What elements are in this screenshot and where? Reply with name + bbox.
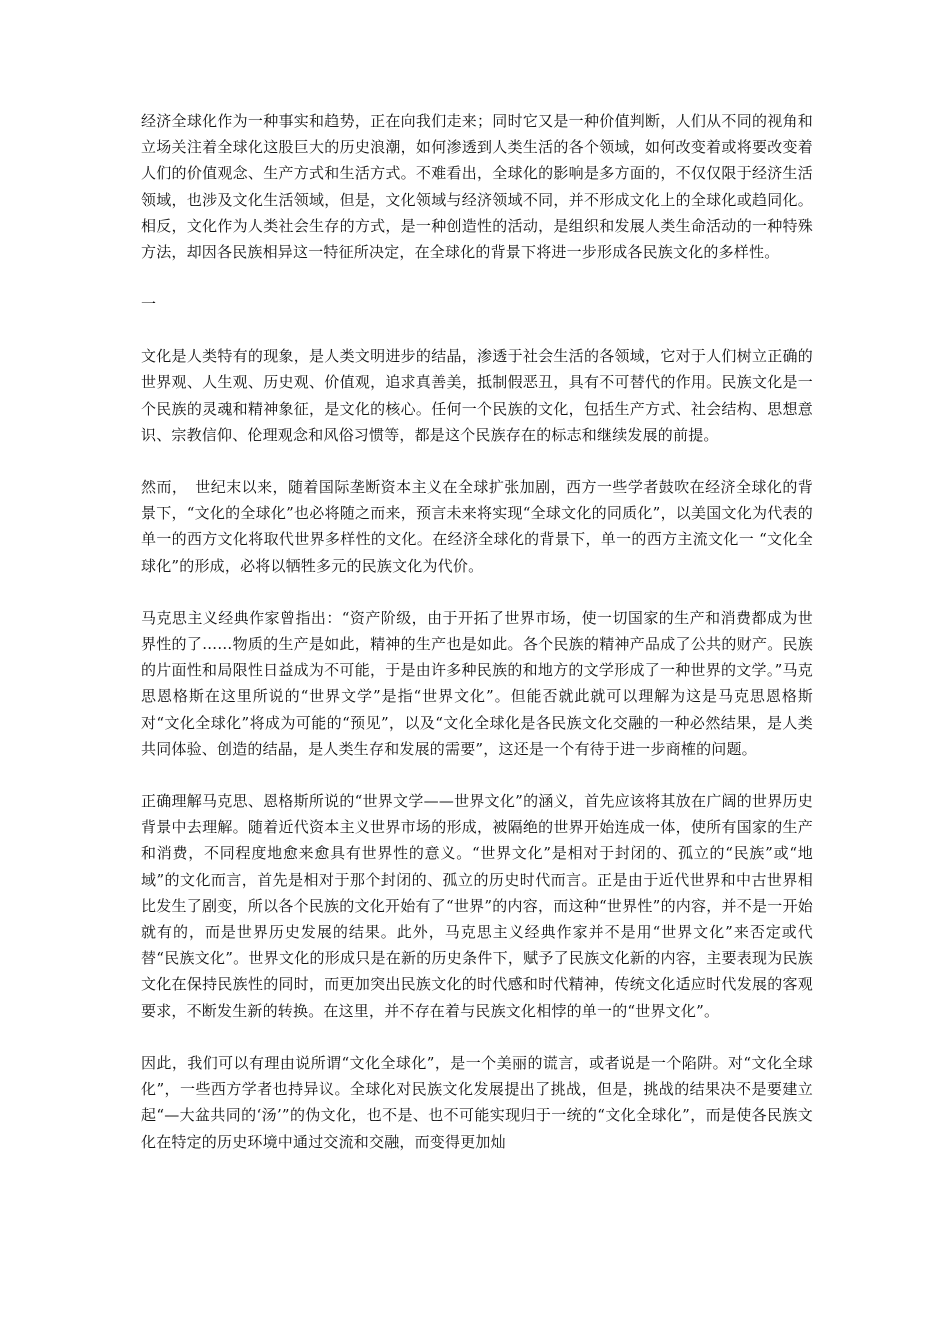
paragraph-culture-definition: 文化是人类特有的现象，是人类文明进步的结晶，渗透于社会生活的各领域，它对于人们树立正确的世界观、人生观、历史观、价值观，追求真善美，抵制假恶丑，具有不可替代的作用。民族文化是一个民族的灵魂和精神象征，是文化的核心。任何一个民族的文化，包括生产方式、社会结构、思想意识、宗教信仰、伦理观念和风俗习惯等，都是这个民族存在的标志和继续发展的前提。 [141, 347, 813, 444]
paragraph-conclusion: 因此，我们可以有理由说所谓“文化全球化”，是一个美丽的谎言，或者说是一个陷阱。对“文化全球化”，一些西方学者也持异议。全球化对民族文化发展提出了挑战，但是，挑战的结果决不是要建立起“—大盆共同的‘汤’”的伪文化，也不是、也不可能实现归于一统的“文化全球化”，而是使各民族文化在特定的历史环境中通过交流和交融，而变得更加灿 [141, 1053, 813, 1151]
intro-paragraph: 经济全球化作为一种事实和趋势，正在向我们走来；同时它又是一种价值判断，人们从不同的视角和立场关注着全球化这股巨大的历史浪潮，如何渗透到人类生活的各个领域，如何改变着或将要改变着人们的价值观念、生产方式和生活方式。不难看出，全球化的影响是多方面的，不仅仅限于经济生活领域，也涉及文化生活领域，但是，文化领域与经济领域不同，并不形成文化上的全球化或趋同化。相反，文化作为人类社会生存的方式，是一种创造性的活动，是组织和发展人类生命活动的一种特殊方法，却因各民族相异这一特征所决定，在全球化的背景下将进一步形成各民族文化的多样性。 [141, 112, 813, 262]
paragraph-world-literature: 正确理解马克思、恩格斯所说的“世界文学——世界文化”的涵义，首先应该将其放在广阔的世界历史背景中去理解。随着近代资本主义世界市场的形成，被隔绝的世界开始连成一体，使所有国家的生产和消费，不同程度地愈来愈具有世界性的意义。“世界文化”是相对于封闭的、孤立的“民族”或“地域”的文化而言，首先是相对于那个封闭的、孤立的历史时代而言。正是由于近代世界和中古世界相比发生了剧变，所以各个民族的文化开始有了“世界”的内容，而这种“世界性”的内容，并不是一开始就有的，而是世界历史发展的结果。此外，马克思主义经典作家并不是用“世界文化”来否定或代替“民族文化”。世界文化的形成只是在新的历史条件下，赋予了民族文化新的内容，主要表现为民族文化在保持民族性的同时，而更加突出民族文化的时代感和时代精神，传统文化适应时代发展的客观要求，不断发生新的转换。在这里，并不存在着与民族文化相悖的单一的“世界文化”。 [141, 792, 813, 1020]
section-number: 一 [141, 295, 157, 314]
paragraph-marx-quote: 马克思主义经典作家曾指出：“资产阶级，由于开拓了世界市场，使一切国家的生产和消费都成为世界性的了……物质的生产是如此，精神的生产也是如此。各个民族的精神产品成了公共的财产。民族的片面性和局限性日益成为不可能，于是由许多种民族的和地方的文学形成了一种世界的文学。”马克思恩格斯在这里所说的“世界文学”是指“世界文化”。但能否就此就可以理解为这是马克思恩格斯对“文化全球化”将成为可能的“预见”，以及“文化全球化是各民族文化交融的一种必然结果，是人类共同体验、创造的结晶，是人类生存和发展的需要”，这还是一个有待于进一步商榷的问题。 [141, 608, 813, 758]
paragraph-globalization-claim: 然而， 世纪末以来，随着国际垄断资本主义在全球扩张加剧，西方一些学者鼓吹在经济全球化的背景下，“文化的全球化”也必将随之而来，预言未来将实现“全球文化的同质化”，以美国文化为代表的单一的西方文化将取代世界多样性的文化。在经济全球化的背景下，单一的西方主流文化一 “文化全球化”的形成，必将以牺牲多元的民族文化为代价。 [141, 478, 813, 575]
document-body [141, 108, 813, 1181]
